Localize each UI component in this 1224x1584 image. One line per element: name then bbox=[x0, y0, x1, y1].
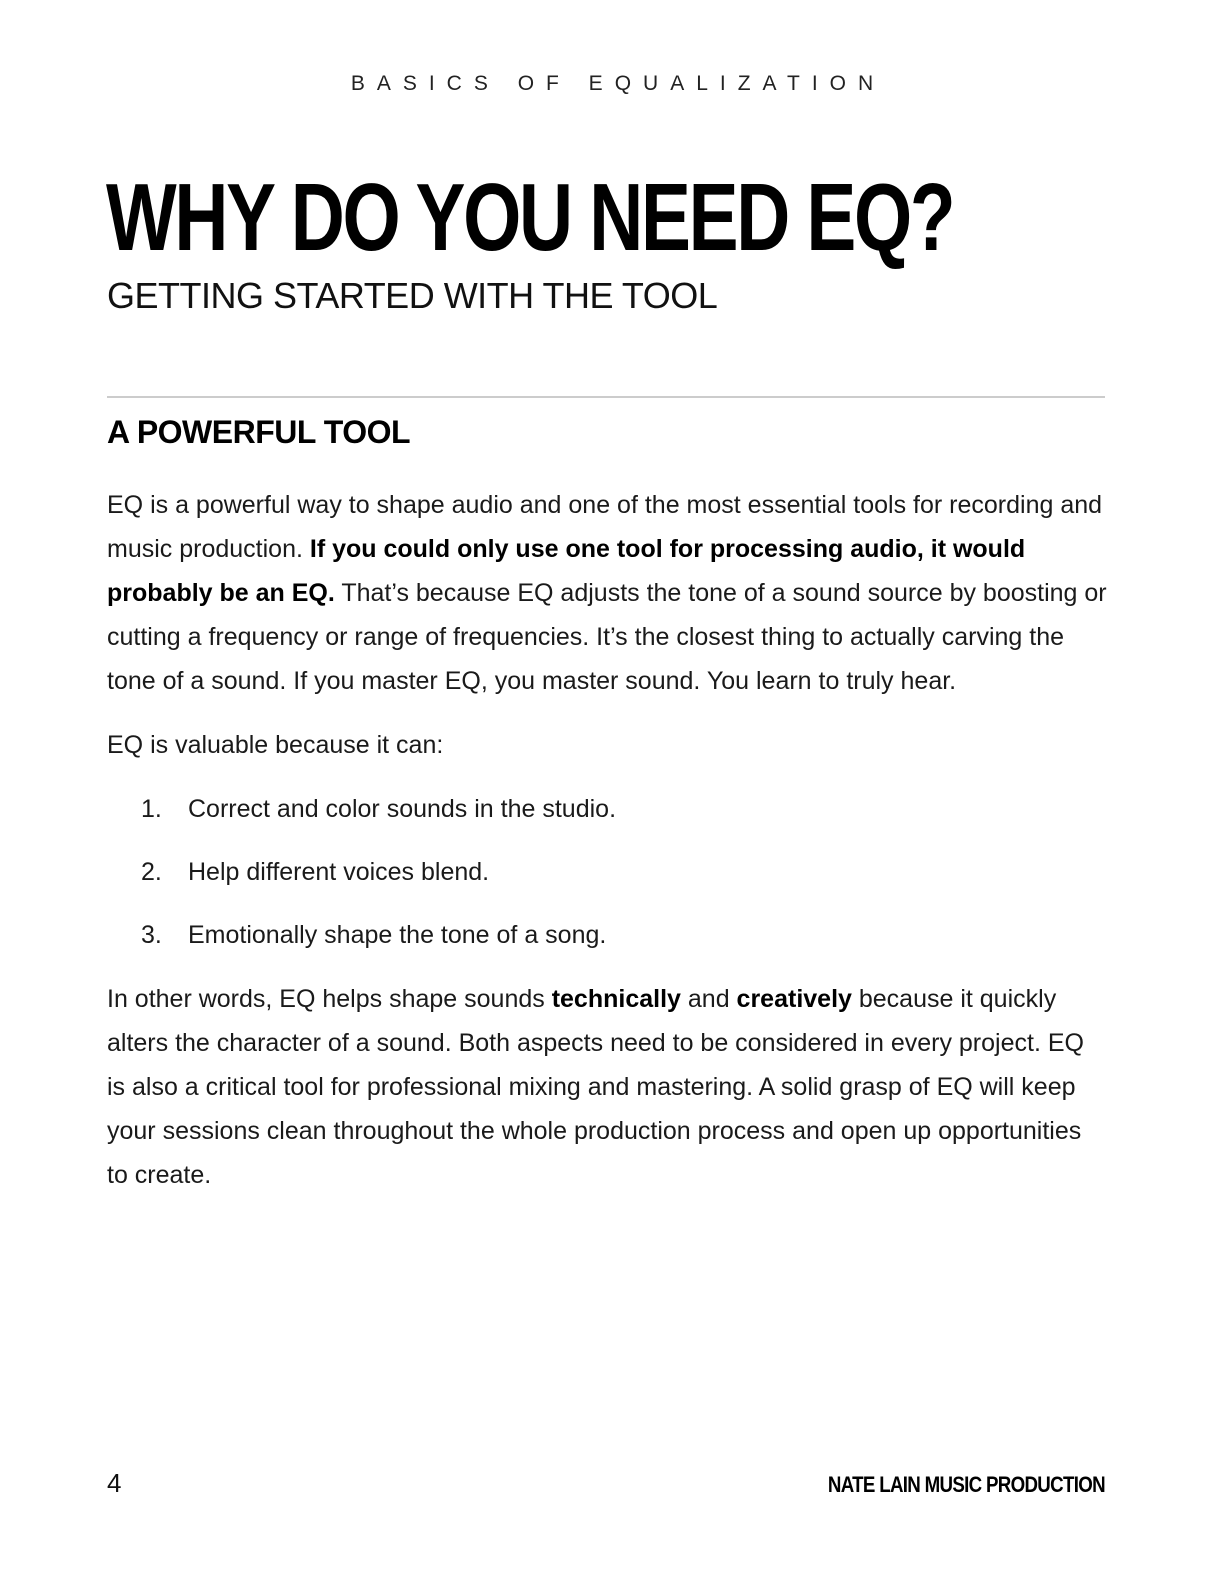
footer-brand: NATE LAIN MUSIC PRODUCTION bbox=[827, 1472, 1105, 1497]
paragraph-text: In other words, EQ helps shape sounds bbox=[107, 985, 552, 1013]
body-content bbox=[107, 483, 1107, 1217]
numbered-list bbox=[107, 787, 1107, 957]
paragraph-text: That’s because EQ adjusts the tone of a sound source by boosting or cutting a frequency or range of frequencies. It’s the closest thing to actually carving the tone of a sound. If you master EQ, you master sound. You learn to truly hear. bbox=[107, 579, 1107, 695]
list-item bbox=[107, 787, 1107, 831]
list-item-number: 2. bbox=[141, 858, 162, 886]
list-item bbox=[107, 850, 1107, 894]
emphasis-text: creatively bbox=[736, 985, 852, 1013]
paragraph-text: because it quickly alters the character of a sound. Both aspects need to be considered in every project. EQ is also a critical tool for professional mixing and mastering. A solid grasp of EQ will keep your sessions clean throughout the whole production process and open up opportunities to create. bbox=[107, 985, 1084, 1189]
section-heading: A POWERFUL TOOL bbox=[107, 414, 411, 450]
list-item bbox=[107, 913, 1107, 957]
paragraph-lead-in: EQ is valuable because it can: bbox=[107, 731, 444, 759]
page-subtitle: GETTING STARTED WITH THE TOOL bbox=[107, 275, 718, 316]
paragraph-text: EQ is a powerful way to shape audio and one of the most essential tools for recording and music production. bbox=[107, 491, 1103, 563]
section-divider bbox=[107, 396, 1105, 398]
paragraph-text: and bbox=[680, 985, 737, 1013]
paragraph-conclusion bbox=[107, 977, 1107, 1197]
list-item-text: Correct and color sounds in the studio. bbox=[188, 795, 617, 823]
emphasis-text: If you could only use one tool for processing audio, it would probably be an EQ. bbox=[107, 535, 1026, 607]
page-title: WHY DO YOU NEED EQ? bbox=[106, 164, 954, 271]
list-item-number: 1. bbox=[141, 795, 162, 823]
list-item-text: Emotionally shape the tone of a song. bbox=[188, 921, 607, 949]
paragraph-intro bbox=[107, 483, 1107, 703]
list-item-text: Help different voices blend. bbox=[188, 858, 490, 886]
emphasis-text: technically bbox=[551, 985, 681, 1013]
running-header: BASICS OF EQUALIZATION bbox=[350, 72, 886, 95]
page-number: 4 bbox=[107, 1468, 122, 1498]
list-item-number: 3. bbox=[141, 921, 162, 949]
